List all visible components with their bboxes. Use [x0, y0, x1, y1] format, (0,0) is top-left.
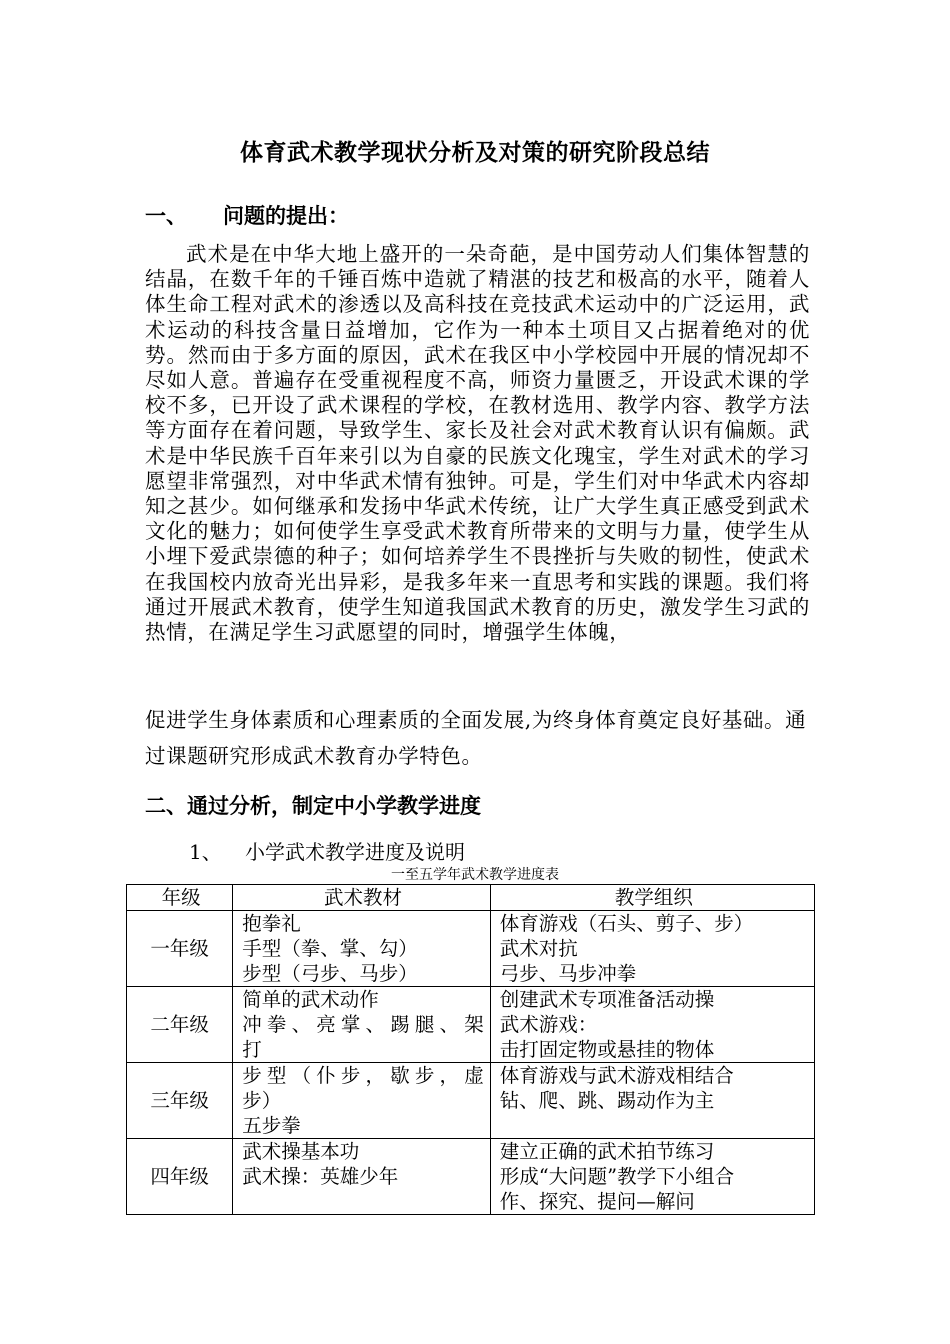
- material-line: 抱拳礼: [242, 912, 301, 935]
- organization-line: 体育游戏与武术游戏相结合: [499, 1064, 734, 1087]
- organization-cell: [490, 911, 814, 987]
- material-cell: [233, 1063, 490, 1139]
- material-line: 手型（拳、掌、勾）: [242, 937, 418, 960]
- organization-cell: [490, 987, 814, 1063]
- section-1-heading: [145, 200, 349, 230]
- organization-line: 击打固定物或悬挂的物体: [499, 1038, 715, 1061]
- organization-line: 形成“大问题”教学下小组合: [499, 1165, 735, 1188]
- material-line: 步）: [242, 1089, 282, 1112]
- section-1-title: 问题的提出：: [223, 204, 349, 228]
- page-title: 体育武术教学现状分析及对策的研究阶段总结: [240, 140, 710, 166]
- material-line: 冲拳、亮掌、踢腿、架: [242, 1013, 484, 1036]
- table-row: [127, 1139, 815, 1215]
- organization-cell: [490, 1063, 814, 1139]
- teaching-schedule-table: [126, 884, 815, 1215]
- body-paragraph-tail: 促进学生身体素质和心理素质的全面发展,为终身体育奠定良好基础。通过课题研究形成武术教育办学特色。: [145, 708, 807, 768]
- material-cell: [233, 987, 490, 1063]
- organization-line: 建立正确的武术拍节练习: [499, 1140, 715, 1163]
- material-line: 步型（弓步、马步）: [242, 962, 418, 985]
- material-line: 五步拳: [242, 1114, 301, 1137]
- table-caption: 一至五学年武术教学进度表: [391, 867, 559, 883]
- organization-line: 体育游戏（石头、剪子、步）: [499, 912, 754, 935]
- organization-cell: [490, 1139, 814, 1215]
- subsection-1-title: 小学武术教学进度及说明: [245, 840, 465, 864]
- material-line: 武术操：英雄少年: [242, 1165, 399, 1188]
- table-row: [127, 987, 815, 1063]
- body-paragraph: 武术是在中华大地上盛开的一朵奇葩，是中国劳动人们集体智慧的结晶，在数千年的千锤百炼中造就了精湛的技艺和极高的水平，随着人体生命工程对武术的渗透以及高科技在竞技武术运动中的广泛运用，武术运动的科技含量日益增加，它作为一种本土项目又占据着绝对的优势。然而由于多方面的原因，武术在我区中小学校园中开展的情况却不尽如人意。普遍存在受重视程度不高，师资力量匮乏，开设武术课的学校不多，已开设了武术课程的学校，在教材选用、教学内容、教学方法等方面存在着问题，导致学生、家长及社会对武术教育认识有偏颇。武术是中华民族千百年来引以为自豪的民族文化瑰宝，学生对武术的学习愿望非常强烈，对中华武术情有独钟。可是，学生们对中华武术内容却知之甚少。如何继承和发扬中华武术传统，让广大学生真正感受到武术文化的魅力；如何使学生享受武术教育所带来的文明与力量，使学生从小埋下爱武崇德的种子；如何培养学生不畏挫折与失败的韧性，使武术在我国校内放奇光出异彩，是我多年来一直思考和实践的课题。我们将通过开展武术教育，使学生知道我国武术教育的历史，激发学生习武的热情，在满足学生习武愿望的同时，增强学生体魄，: [145, 242, 810, 645]
- header-organization: 教学组织: [490, 885, 814, 911]
- grade-cell: 二年级: [127, 987, 233, 1063]
- header-grade: 年级: [127, 885, 233, 911]
- table-row: [127, 1063, 815, 1139]
- grade-cell: 三年级: [127, 1063, 233, 1139]
- subsection-1-number: 1、: [189, 840, 222, 864]
- material-line: 武术操基本功: [242, 1140, 360, 1163]
- section-2-heading: 二、通过分析，制定中小学教学进度: [145, 794, 481, 818]
- table-row: [127, 911, 815, 987]
- material-line: 打: [242, 1038, 262, 1061]
- subsection-1-heading: [189, 836, 465, 865]
- material-line: 步型（仆步，歇步，虚: [242, 1064, 484, 1087]
- grade-cell: 一年级: [127, 911, 233, 987]
- organization-line: 武术游戏：: [499, 1013, 598, 1036]
- header-material: 武术教材: [233, 885, 490, 911]
- table-header-row: [127, 885, 815, 911]
- material-cell: [233, 911, 490, 987]
- material-line: 简单的武术动作: [242, 988, 379, 1011]
- organization-line: 作、探究、提问—解问: [499, 1190, 695, 1213]
- grade-cell: 四年级: [127, 1139, 233, 1215]
- organization-line: 钻、爬、跳、踢动作为主: [499, 1089, 715, 1112]
- material-cell: [233, 1139, 490, 1215]
- organization-line: 弓步、马步冲拳: [499, 962, 637, 985]
- section-1-number: 一、: [145, 204, 187, 228]
- organization-line: 武术对抗: [499, 937, 578, 960]
- organization-line: 创建武术专项准备活动操: [499, 988, 715, 1011]
